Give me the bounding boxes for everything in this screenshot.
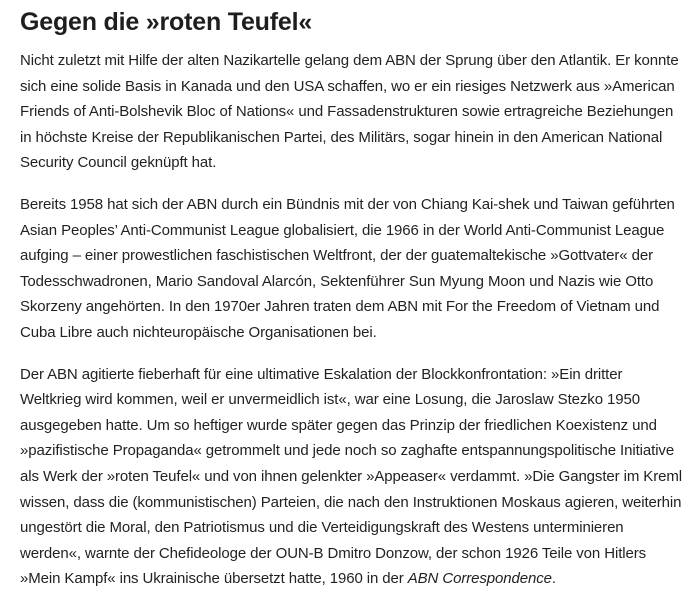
paragraph-3 — [20, 362, 686, 592]
paragraph-3-text: Der ABN agitierte fieberhaft für eine ultimative Eskalation der Blockkonfrontation: »Ein dritter Weltkrieg wird kommen, weil er unvermeidlich ist«, war eine Losung, die Jaroslaw Stezko 1950 ausgegeben hatte. Um so heftiger wurde später gegen das Prinzip der friedlichen Koexistenz und »pazifistische Propaganda« getrommelt und jede noch so zaghafte entspannungspolitische Initiative als Werk der »roten Teufel« und von ihnen gelenkter »Appeaser« verdammt. »Die Gangster im Kreml wissen, dass die (kommunistischen) Parteien, die nach den Instruktionen Moskaus agieren, weiterhin ungestört die Moral, den Patriotismus und die Verteidigungskraft des Westens unterminieren werden«, warnte der Chefideologe der OUN-B Dmitro Donzow, der schon 1926 Teile von Hitlers »Mein Kampf« ins Ukrainische übersetzt hatte, 1960 in der — [20, 365, 682, 588]
publication-title: ABN Correspondence — [407, 570, 552, 588]
section-heading: Gegen die »roten Teufel« — [20, 8, 313, 36]
paragraph-2: Bereits 1958 hat sich der ABN durch ein Bündnis mit der von Chiang Kai-shek und Taiwan geführten Asian Peoples’ Anti-Communist League globalisiert, die 1966 in der World Anti-Communist League aufging – einer prowestlichen faschistischen Weltfront, der der guatemaltekische »Gottvater« der Todesschwadronen, Mario Sandoval Alarcón, Sektenführer Sun Myung Moon und Nazis wie Otto Skorzeny angehörten. In den 1970er Jahren traten dem ABN mit For the Freedom of Vietnam und Cuba Libre auch nichteuropäische Organisationen bei. — [20, 195, 675, 341]
paragraph-1: Nicht zuletzt mit Hilfe der alten Nazikartelle gelang dem ABN der Sprung über den Atlantik. Er konnte sich eine solide Basis in Kanada und den USA schaffen, wo er ein riesiges Netzwerk aus »American Friends of Anti-Bolshevik Bloc of Nations« und Fassadenstrukturen sowie ertragreiche Beziehungen in höchste Kreise der Republikanischen Partei, des Militärs, sogar hinein in den American National Security Council geknüpft hat. — [20, 52, 679, 172]
paragraph-3-end: . — [551, 570, 556, 588]
